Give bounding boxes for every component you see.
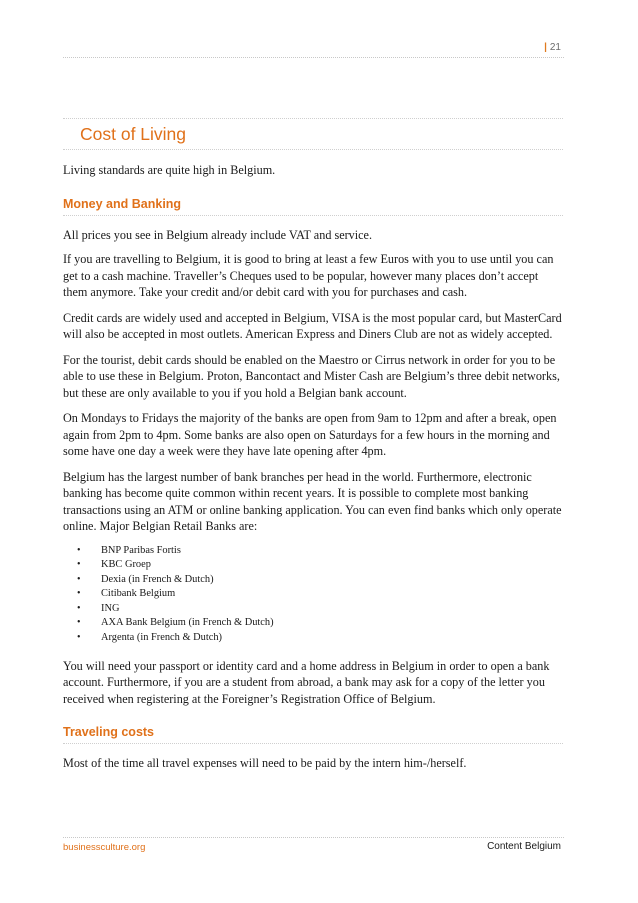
money-paragraph-5: On Mondays to Fridays the majority of the banks are open from 9am to 12pm and after a break, open again from 2pm to 4pm. Some banks are also open on Saturdays for a few hours in the morning and some have one day a week were they have late opening after 4pm. [63,411,557,458]
bank-list [63,544,563,646]
bank-list-item: • Dexia (in French & Dutch) [63,573,563,588]
money-paragraph-3: Credit cards are widely used and accepted in Belgium, VISA is the most popular card, but MasterCard will also be accepted in most outlets. American Express and Diners Club are not as widely accepted. [63,310,562,341]
money-paragraph-2: If you are travelling to Belgium, it is good to bring at least a few Euros with you to use until you can get to a cash machine. Traveller’s Cheques used to be popular, however many places don’t accept them anymore. Take your credit and/or debit card with you for purchases and cash. [63,252,554,299]
travel-paragraph-1: Most of the time all travel expenses will need to be paid by the intern him-/herself. [63,756,467,771]
section-heading-money: Money and Banking [63,196,563,216]
footer-section-label: Content Belgium [487,841,561,852]
money-paragraph-6: Belgium has the largest number of bank branches per head in the world. Furthermore, electronic banking has become quite common within recent years. It is possible to complete most banking transactions using an ATM or online banking application. You can even find banks which only operate online. Major Belgian Retail Banks are: [63,469,562,533]
money-paragraph-7: You will need your passport or identity card and a home address in Belgium in order to open a bank account. Furthermore, if you are a student from abroad, a bank may ask for a copy of the letter you received when registering at the Foreigner’s Registration Office of Belgium. [63,658,550,706]
page-number [544,42,561,53]
header-rule [63,57,564,58]
main-content [63,118,563,772]
section-heading-travel: Traveling costs [63,724,563,744]
footer-website: businessculture.org [63,842,146,853]
money-paragraph-1: All prices you see in Belgium already include VAT and service. [63,227,373,242]
footer-rule [63,837,564,838]
bank-list-item: • AXA Bank Belgium (in French & Dutch) [63,616,563,631]
page-number-value: 21 [549,42,561,53]
money-paragraph-4: For the tourist, debit cards should be enabled on the Maestro or Cirrus network in order for you to be able to use these in Belgium. Proton, Bancontact and Mister Cash are Belgium’s three debit networks, but these are only available to you if you hold a Belgian bank account. [63,352,560,400]
intro-paragraph: Living standards are quite high in Belgium. [63,163,276,177]
bank-list-item: • BNP Paribas Fortis [63,544,563,559]
bank-list-item: • Argenta (in French & Dutch) [63,631,563,646]
bank-list-item: • ING [63,602,563,617]
page-number-bar: | [544,42,547,53]
bank-list-item: • Citibank Belgium [63,587,563,602]
page-title: Cost of Living [63,118,563,150]
bank-list-item: • KBC Groep [63,558,563,573]
